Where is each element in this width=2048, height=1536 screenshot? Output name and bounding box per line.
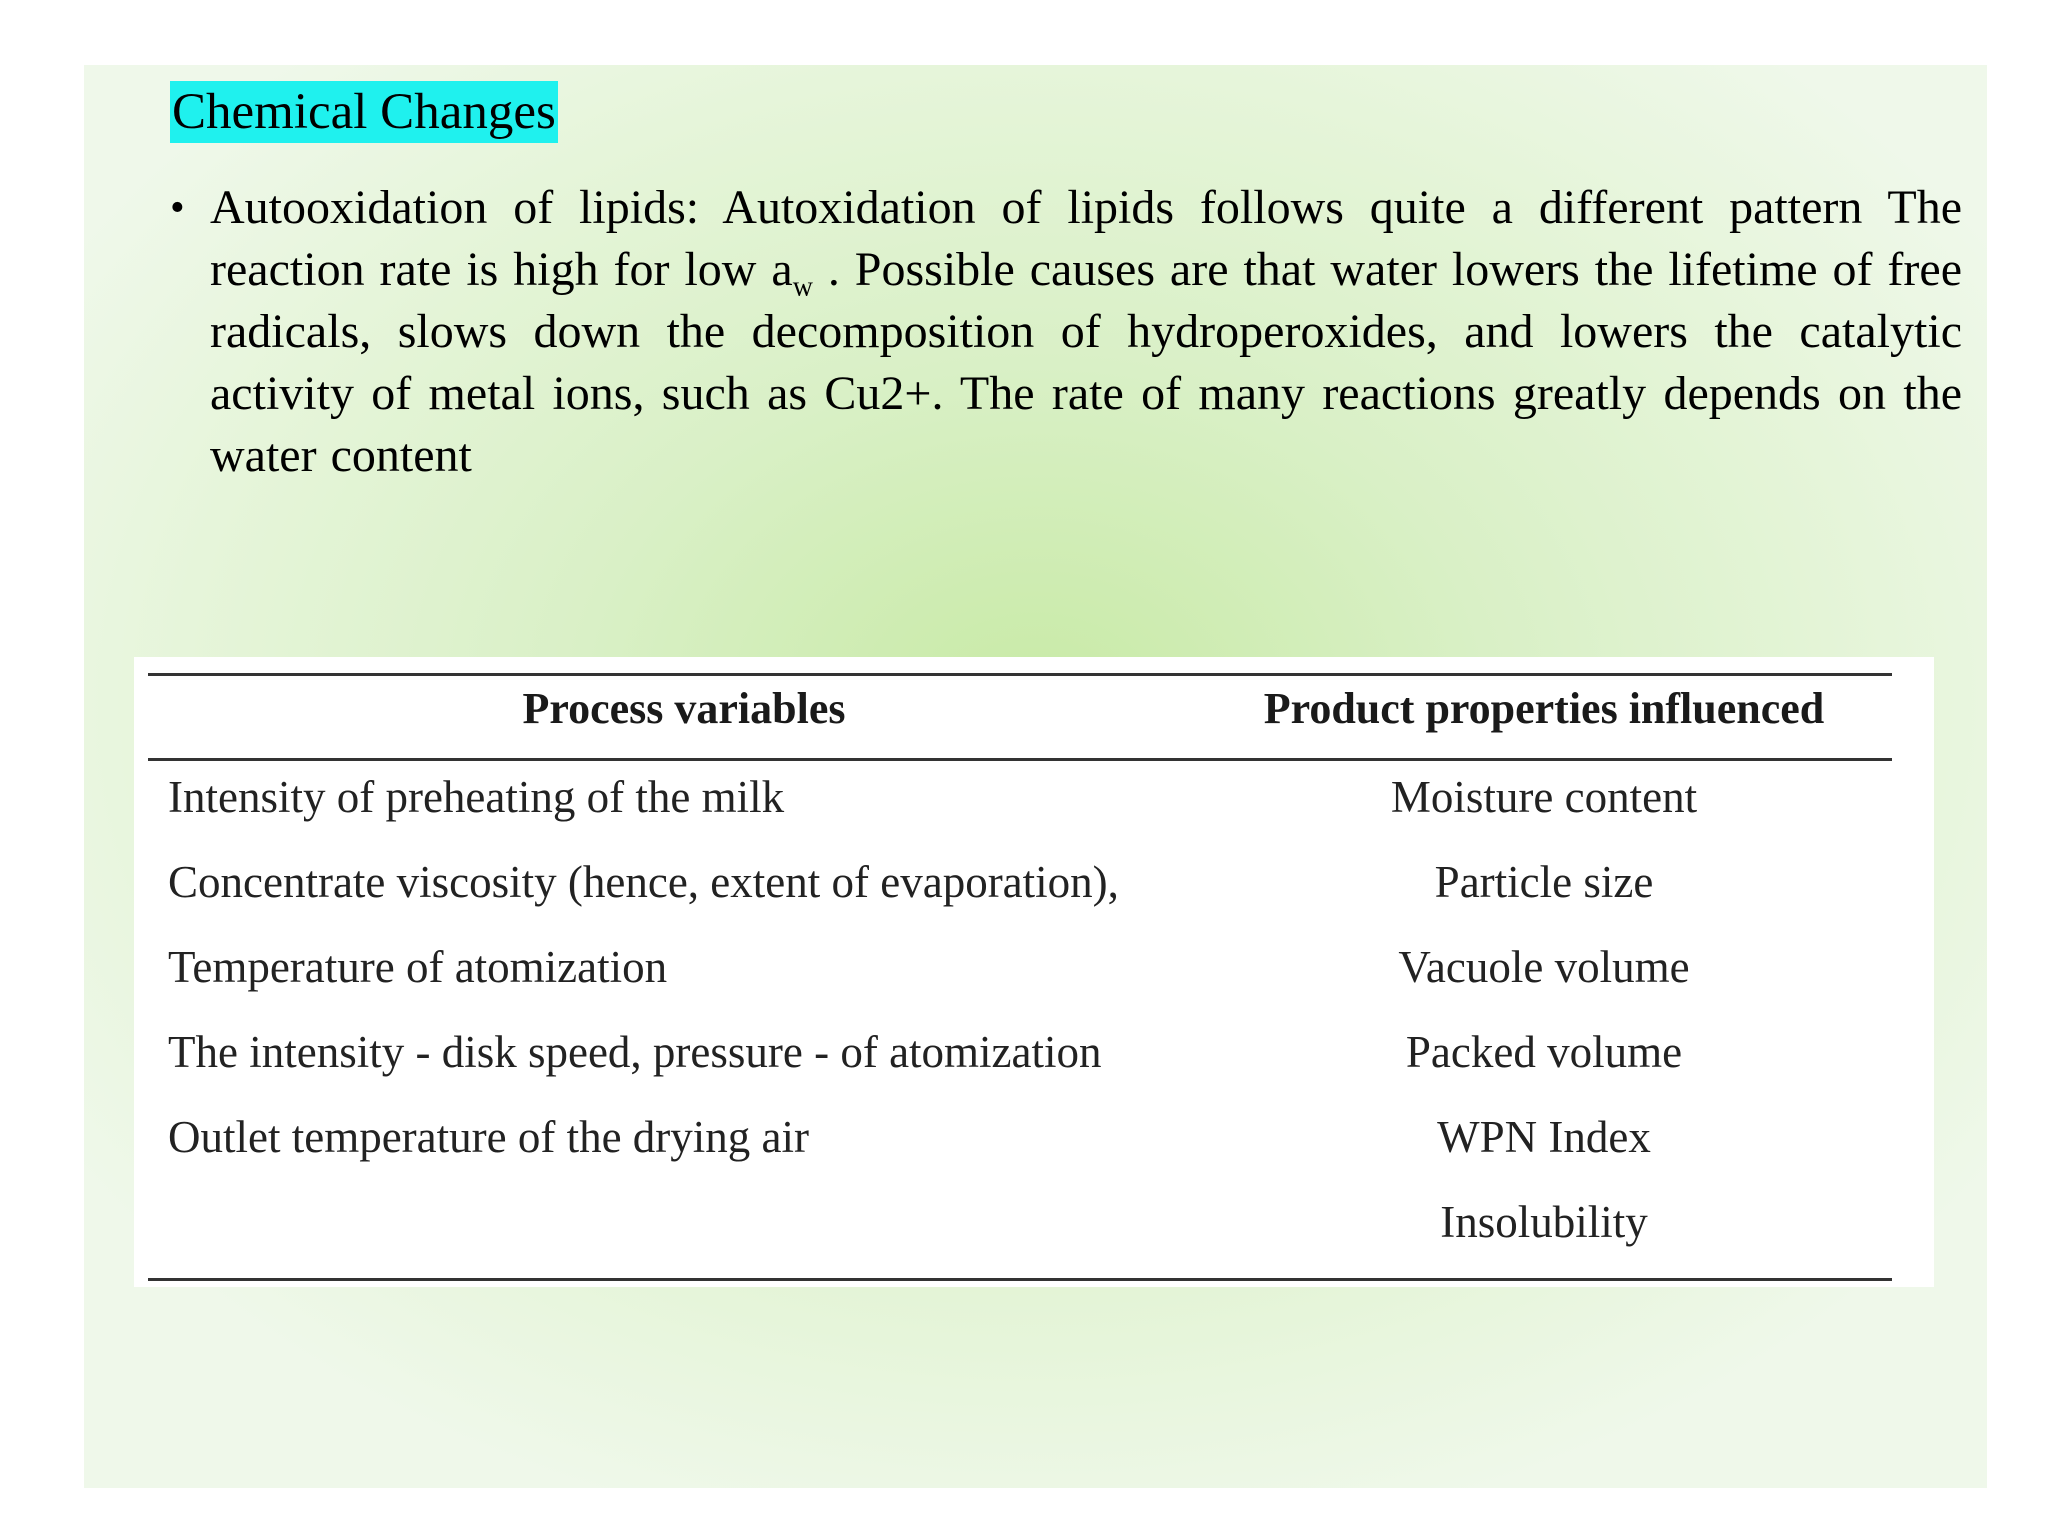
process-variable-cell: Concentrate viscosity (hence, extent of evaporation),: [168, 857, 1119, 907]
product-property-cell: Moisture content: [1390, 772, 1698, 822]
process-variable-cell: The intensity - disk speed, pressure - of atomization: [168, 1027, 1102, 1077]
header-product-properties: Product properties influenced: [1263, 684, 1825, 733]
bullet-text: [210, 177, 1962, 487]
process-variable-cell: Intensity of preheating of the milk: [168, 772, 785, 822]
table-bottom-rule: [148, 1278, 1892, 1281]
bullet-dot-icon: •: [170, 185, 185, 231]
slide: [84, 65, 1987, 1488]
water-activity-subscript: w: [792, 271, 813, 303]
product-property-cell: Particle size: [1434, 857, 1654, 907]
header-process-variables: Process variables: [522, 684, 846, 733]
product-property-cell: WPN Index: [1437, 1112, 1651, 1162]
bullet-text-rest: . Possible causes are that water lowers the lifetime of free radicals, slows down the decomposition of hydroperoxides, and lowers the catalytic activity of metal ions, such as Cu2+. The rate of many reactions greatly depends on the water content: [210, 243, 1963, 482]
process-variable-cell: Temperature of atomization: [168, 942, 668, 992]
product-property-cell: Insolubility: [1440, 1197, 1648, 1247]
product-property-cell: Packed volume: [1405, 1027, 1683, 1077]
bullet-text-main: Autooxidation of lipids: Autoxidation of lipids follows quite a different pattern The reaction rate is high for low a: [210, 181, 1962, 296]
table-header-rule: [148, 758, 1892, 761]
process-variable-cell: Outlet temperature of the drying air: [168, 1112, 810, 1162]
product-property-cell: Vacuole volume: [1398, 942, 1690, 992]
process-table: [134, 657, 1934, 1287]
table-top-rule: [148, 673, 1892, 676]
slide-title: Chemical Changes: [170, 81, 558, 143]
